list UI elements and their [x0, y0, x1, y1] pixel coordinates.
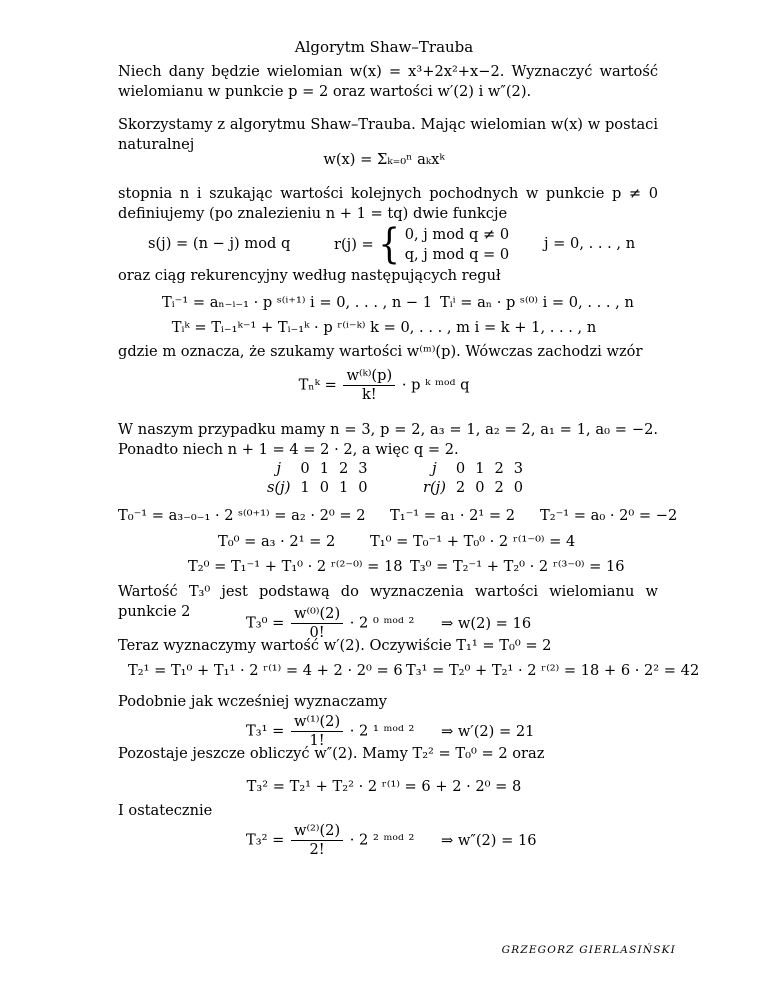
main-formula-numerator: w⁽ᵏ⁾(p) — [343, 367, 395, 386]
w1-result: ⇒ w′(2) = 21 — [441, 722, 535, 740]
paragraph-formula-intro: gdzie m oznacza, że szukamy wartości w⁽ᵐ⁾(p). Wówczas zachodzi wzór — [118, 343, 643, 360]
author-signature: GRZEGORZ GIERLASIŃSKI — [501, 944, 676, 956]
paragraph-similarly: Podobnie jak wcześniej wyznaczamy — [118, 693, 388, 710]
table-row — [262, 478, 373, 497]
w0-result: ⇒ w(2) = 16 — [441, 614, 532, 632]
table-cell: 3 — [513, 460, 524, 477]
r-function-lhs: r(j) = — [334, 236, 374, 253]
table-cell: 0 — [358, 479, 368, 496]
equation-r-function — [334, 221, 510, 269]
calc-t3-0: T₃⁰ = T₂⁻¹ + T₂⁰ · 2 ʳ⁽³⁻⁰⁾ = 16 — [410, 558, 625, 575]
paragraph-second-derivative: Pozostaje jeszcze obliczyć w″(2). Mamy T₂² = T₀⁰ = 2 oraz — [118, 745, 545, 762]
calc-t1-0: T₁⁰ = T₀⁻¹ + T₀⁰ · 2 ʳ⁽¹⁻⁰⁾ = 4 — [370, 533, 576, 550]
paragraph-our-case: W naszym przypadku mamy n = 3, p = 2, a₃ = 1, a₂ = 2, a₁ = 1, a₀ = −2. Ponadto niech n + 1 = 4 = 2 · 2, a więc q = 2. — [118, 421, 658, 458]
calc-t2-0: T₂⁰ = T₁⁻¹ + T₁⁰ · 2 ʳ⁽²⁻⁰⁾ = 18 — [188, 558, 403, 575]
paragraph-recurrence: oraz ciąg rekurencyjny według następujących reguł — [118, 267, 501, 284]
table-row — [262, 459, 373, 478]
calc-t0-0: T₀⁰ = a₃ · 2¹ = 2 — [218, 533, 336, 550]
calc-t3-1: T₃¹ = T₂⁰ + T₂¹ · 2 ʳ⁽²⁾ = 18 + 6 · 2² = 42 — [406, 662, 700, 679]
table-cell: r(j) — [423, 479, 446, 496]
intro-paragraph: Niech dany będzie wielomian w(x) = x³+2x²+x−2. Wyznaczyć wartość wielomianu w punkcie p = 2 oraz wartości w′(2) i w″(2). — [118, 63, 658, 100]
w0-lhs: T₃⁰ = — [246, 614, 285, 632]
calc-t0-minus1: T₀⁻¹ = a₃₋₀₋₁ · 2 ˢ⁽⁰⁺¹⁾ = a₂ · 2⁰ = 2 — [118, 507, 366, 524]
paragraph-value-basis: Wartość T₃⁰ jest podstawą do wyznaczenia wartości wielomianu w punkcie 2 — [118, 583, 658, 620]
r-case-1: 0, j mod q ≠ 0 — [404, 226, 510, 243]
paragraph-method: Skorzystamy z algorytmu Shaw–Trauba. Mając wielomian w(x) w postaci naturalnej — [118, 116, 658, 153]
table-row — [418, 459, 528, 478]
w1-lhs: T₃¹ = — [246, 722, 285, 740]
table-cell: 2 — [494, 460, 504, 477]
w1-denominator: 1! — [309, 732, 325, 749]
table-cell: 0 — [319, 479, 329, 496]
r-function-cases — [405, 225, 510, 265]
table-cell: 0 — [455, 460, 466, 477]
table-cell: 0 — [300, 460, 310, 477]
paragraph-degree: stopnia n i szukając wartości kolejnych pochodnych w punkcie p ≠ 0 definiujemy (po znalezieniu n + 1 = tq) dwie funkcje — [118, 185, 658, 222]
equation-polynomial-sum: w(x) = Σₖ₌₀ⁿ aₖxᵏ — [323, 151, 445, 168]
page-title: Algorytm Shaw–Trauba — [294, 38, 474, 56]
table-cell: 0 — [475, 479, 485, 496]
rule-recursive: Tᵢᵏ = Tᵢ₋₁ᵏ⁻¹ + Tᵢ₋₁ᵏ · p ʳ⁽ⁱ⁻ᵏ⁾ k = 0, . . . , m i = k + 1, . . . , n — [171, 319, 597, 336]
table-cell: 1 — [319, 460, 329, 477]
table-cell: j — [276, 460, 281, 477]
table-cell: j — [432, 460, 437, 477]
rule-initial-diagonal: Tᵢⁱ = aₙ · p ˢ⁽⁰⁾ i = 0, . . . , n — [440, 294, 634, 311]
w2-lhs: T₃² = — [246, 831, 285, 849]
calc-t2-minus1: T₂⁻¹ = a₀ · 2⁰ = −2 — [540, 507, 678, 524]
w1-numerator: w⁽¹⁾(2) — [291, 713, 343, 732]
equation-main-formula — [0, 367, 768, 404]
equation-w2 — [246, 822, 537, 859]
calc-t3-2: T₃² = T₂¹ + T₂² · 2 ʳ⁽¹⁾ = 6 + 2 · 2⁰ = 8 — [246, 778, 522, 795]
calc-t2-1: T₂¹ = T₁⁰ + T₁¹ · 2 ʳ⁽¹⁾ = 4 + 2 · 2⁰ = 6 — [128, 662, 403, 679]
main-formula-lhs: Tₙᵏ = — [298, 376, 337, 394]
equation-j-range: j = 0, . . . , n — [544, 235, 636, 252]
table-r-values — [418, 459, 528, 497]
paragraph-first-derivative: Teraz wyznaczymy wartość w′(2). Oczywiście T₁¹ = T₀⁰ = 2 — [118, 637, 552, 654]
w1-rhs: · 2 ¹ ᵐᵒᵈ ² — [349, 722, 415, 740]
table-cell: 1 — [300, 479, 310, 496]
table-cell: 3 — [358, 460, 368, 477]
r-case-2: q, j mod q = 0 — [404, 246, 510, 263]
equation-s-function: s(j) = (n − j) mod q — [148, 235, 291, 252]
table-cell: s(j) — [267, 479, 291, 496]
table-cell: 2 — [494, 479, 504, 496]
table-s-values — [262, 459, 373, 497]
paragraph-finally: I ostatecznie — [118, 802, 213, 819]
table-cell: 1 — [475, 460, 485, 477]
w2-numerator: w⁽²⁾(2) — [291, 822, 343, 841]
main-formula-denominator: k! — [361, 386, 377, 403]
table-cell: 0 — [513, 479, 524, 496]
calc-t1-minus1: T₁⁻¹ = a₁ · 2¹ = 2 — [390, 507, 516, 524]
left-brace-icon: { — [378, 221, 401, 269]
w0-rhs: · 2 ⁰ ᵐᵒᵈ ² — [349, 614, 415, 632]
w2-fraction — [291, 822, 343, 859]
w2-denominator: 2! — [309, 841, 325, 858]
w2-result: ⇒ w″(2) = 16 — [441, 831, 537, 849]
table-cell: 2 — [455, 479, 466, 496]
rule-initial-minus1: Tᵢ⁻¹ = aₙ₋ᵢ₋₁ · p ˢ⁽ⁱ⁺¹⁾ i = 0, . . . , n − 1 — [162, 294, 433, 311]
w2-rhs: · 2 ² ᵐᵒᵈ ² — [349, 831, 415, 849]
table-cell: 1 — [339, 479, 349, 496]
main-formula-fraction — [343, 367, 395, 404]
w0-numerator: w⁽⁰⁾(2) — [291, 605, 343, 624]
main-formula-rhs: · p ᵏ ᵐᵒᵈ q — [401, 376, 470, 394]
w0-denominator: 0! — [309, 624, 325, 641]
table-row — [418, 478, 528, 497]
table-cell: 2 — [339, 460, 349, 477]
